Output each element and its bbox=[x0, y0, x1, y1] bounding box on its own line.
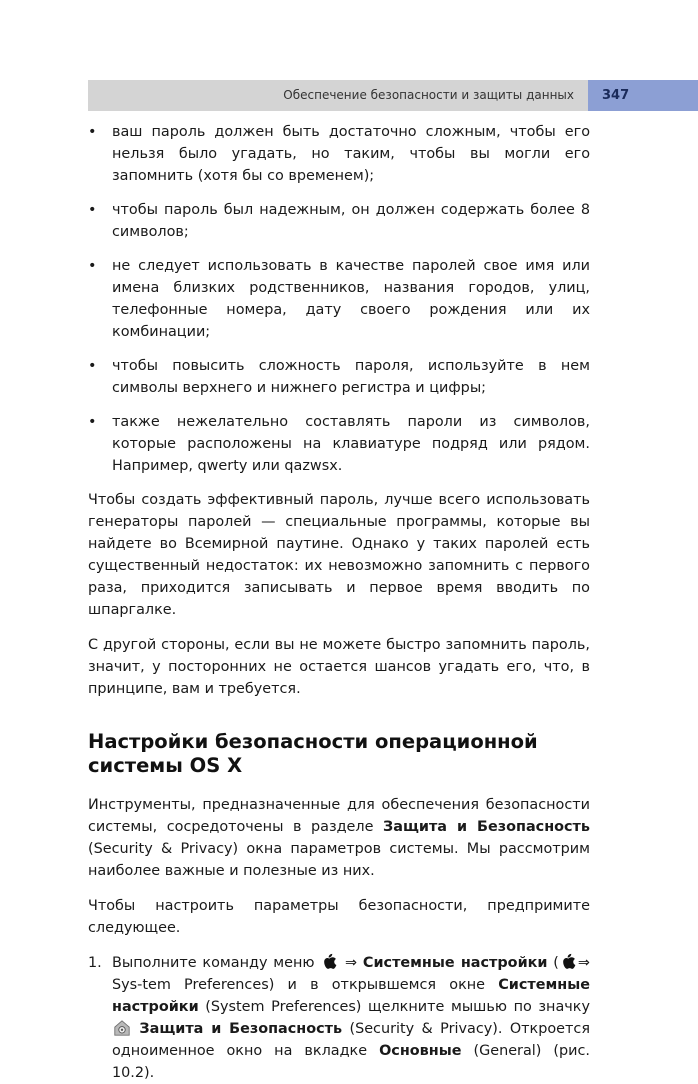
page-number: 347 bbox=[588, 80, 698, 111]
page-body bbox=[88, 121, 590, 1084]
section-intro: Инструменты, предназначенные для обеспечения безопасности системы, сосредоточены в разделе Защита и Безопасность (Security & Privacy) окна параметров системы. Мы рассмотрим наиболее важные и полезные из них. bbox=[88, 797, 590, 879]
list-item: • не следует использовать в качестве паролей свое имя или имена близких родственников, названия городов, улиц, телефонные номера, дату своего рождения или их комбинации; bbox=[88, 255, 590, 343]
list-item: • ваш пароль должен быть достаточно сложным, чтобы его нельзя было угадать, но таким, чтобы вы могли его запомнить (хотя бы со временем); bbox=[88, 121, 590, 187]
security-privacy-icon bbox=[113, 1019, 131, 1037]
apple-menu-icon bbox=[560, 953, 577, 970]
list-item: • чтобы повысить сложность пароля, используйте в нем символы верхнего и нижнего регистра и цифры; bbox=[88, 355, 590, 399]
step-item: 1. Выполните команду меню ⇒ Системные настройки ( ⇒ Sys-tem Preferences) и в открывшемся окне Системные настройки (System Preferences) щелкните мышью по значку Защита и Безопасность (Security & Privacy). Откроется одноименное окно на вкладке Основные (General) (рис. 10.2). bbox=[88, 952, 590, 1084]
paragraph: Чтобы создать эффективный пароль, лучше всего использовать генераторы паролей — специальные программы, которые вы найдете во Всемирной паутине. Однако у таких паролей есть существенный недостаток: их невозможно запомнить с первого раза, приходится записывать и первое время вводить по шпаргалке. bbox=[88, 492, 590, 618]
step-number: 1. bbox=[88, 955, 102, 971]
section-heading: Настройки безопасности операционной системы OS X bbox=[88, 730, 538, 777]
password-rules-list bbox=[88, 121, 590, 477]
paragraph: С другой стороны, если вы не можете быстро запомнить пароль, значит, у посторонних не остается шансов угадать его, что, в принципе, вам и требуется. bbox=[88, 637, 590, 697]
running-header bbox=[88, 80, 698, 111]
chapter-title: Обеспечение безопасности и защиты данных bbox=[283, 88, 574, 102]
steps-list bbox=[88, 952, 590, 1084]
list-item: • чтобы пароль был надежным, он должен содержать более 8 символов; bbox=[88, 199, 590, 243]
list-item: • также нежелательно составлять пароли из символов, которые расположены на клавиатуре подряд или рядом. Например, qwerty или qazwsx. bbox=[88, 411, 590, 477]
apple-menu-icon bbox=[321, 953, 338, 970]
steps-lead: Чтобы настроить параметры безопасности, предпримите следующее. bbox=[88, 898, 590, 936]
